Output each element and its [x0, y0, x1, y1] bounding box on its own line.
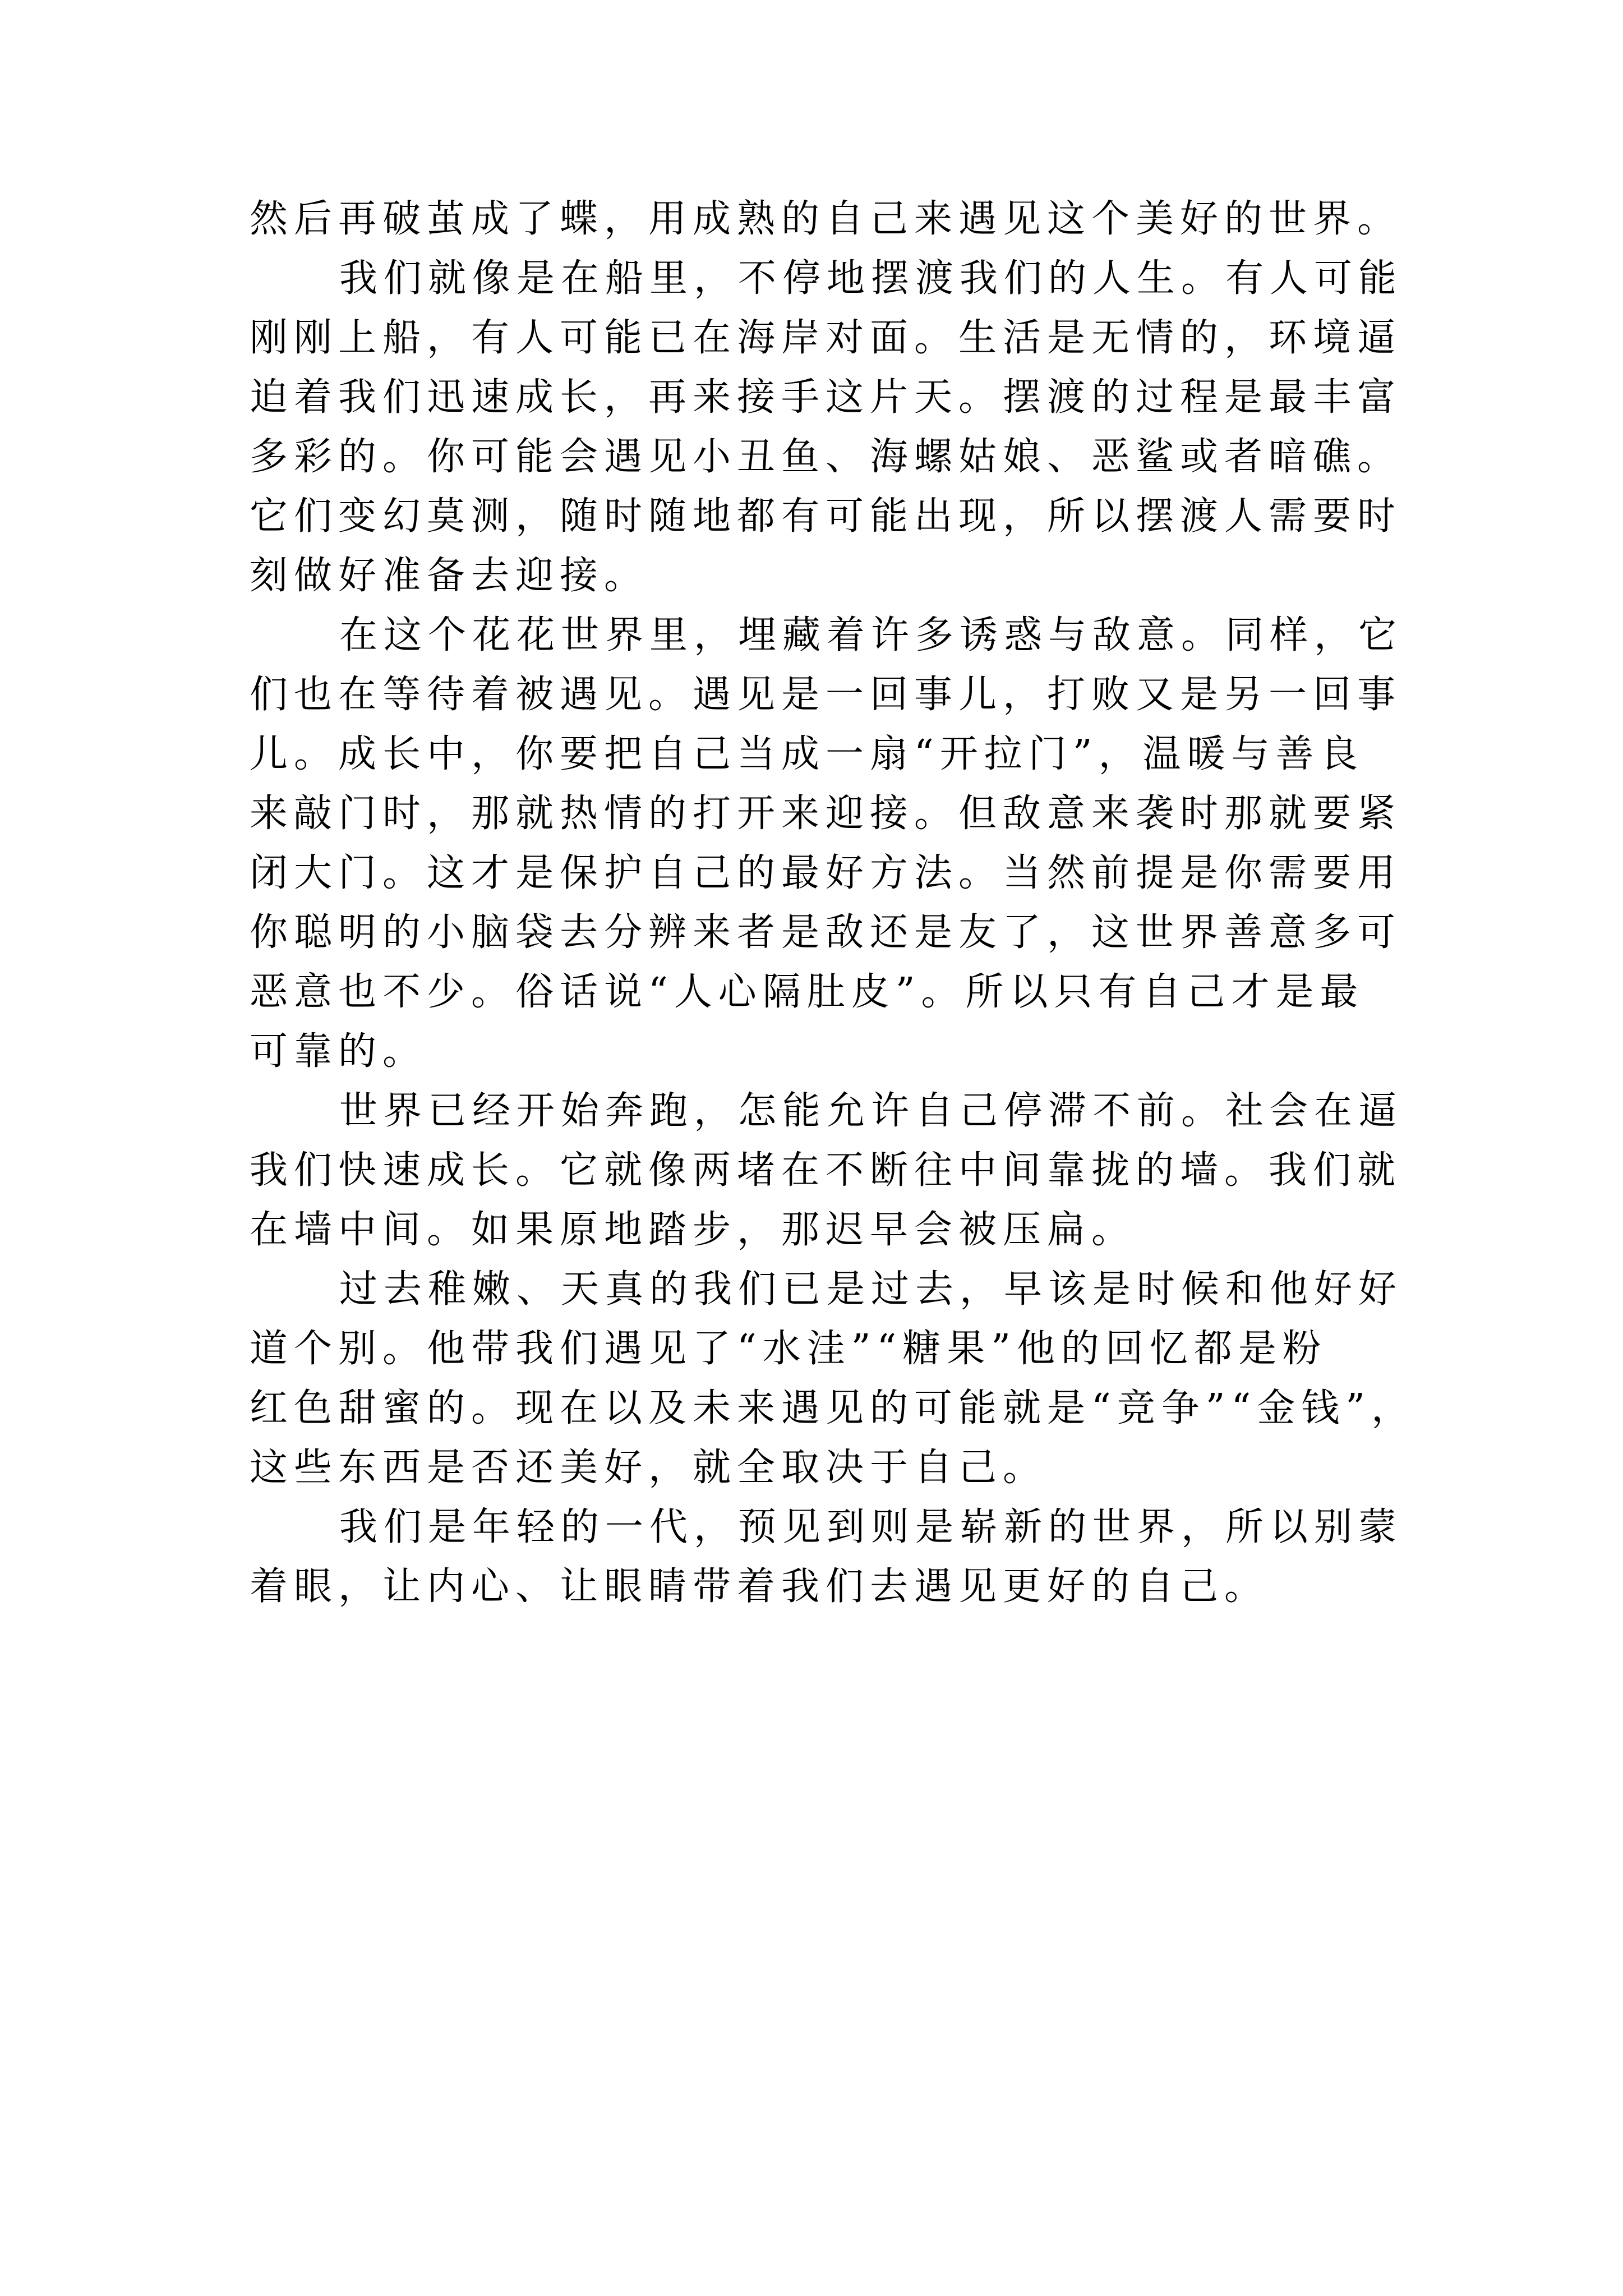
paragraph-first-line: 在这个花花世界里，埋藏着许多诱惑与敌意。同样，它 [339, 613, 1403, 657]
text-line: 闭大门。这才是保护自己的最好方法。当然前提是你需要用 [250, 851, 1402, 895]
text-line: 儿。成长中，你要把自己当成一扇“开拉门”，温暖与善良 [250, 732, 1364, 776]
text-line: 恶意也不少。俗话说“人心隔肚皮”。所以只有自己才是最 [250, 970, 1364, 1014]
text-line: 我们快速成长。它就像两堵在不断往中间靠拢的墙。我们就 [250, 1148, 1402, 1193]
text-line: 刚刚上船，有人可能已在海岸对面。生活是无情的，环境逼 [250, 316, 1402, 360]
text-line: 在墙中间。如果原地踏步，那迟早会被压扁。 [250, 1208, 1136, 1252]
text-line: 这些东西是否还美好，就全取决于自己。 [250, 1446, 1048, 1490]
text-line: 们也在等待着被遇见。遇见是一回事儿，打败又是另一回事 [250, 673, 1402, 717]
paragraph-first-line: 世界已经开始奔跑，怎能允许自己停滞不前。社会在逼 [339, 1089, 1403, 1133]
paragraph-first-line: 我们是年轻的一代，预见到则是崭新的世界，所以别蒙 [339, 1505, 1403, 1549]
text-line: 它们变幻莫测，随时随地都有可能出现，所以摆渡人需要时 [250, 494, 1402, 539]
text-line: 刻做好准备去迎接。 [250, 554, 649, 598]
paragraph-first-line: 过去稚嫩、天真的我们已是过去，早该是时候和他好好 [339, 1267, 1403, 1312]
text-line: 然后再破茧成了蝶，用成熟的自己来遇见这个美好的世界。 [250, 197, 1402, 241]
text-line: 多彩的。你可能会遇见小丑鱼、海螺姑娘、恶鲨或者暗礁。 [250, 435, 1402, 479]
text-line: 着眼，让内心、让眼睛带着我们去遇见更好的自己。 [250, 1565, 1269, 1609]
paragraph-first-line: 我们就像是在船里，不停地摆渡我们的人生。有人可能 [339, 256, 1403, 301]
text-line: 可靠的。 [250, 1029, 427, 1074]
text-line: 迫着我们迅速成长，再来接手这片天。摆渡的过程是最丰富 [250, 375, 1402, 420]
essay-body [250, 190, 1450, 1617]
text-line: 你聪明的小脑袋去分辨来者是敌还是友了，这世界善意多可 [250, 910, 1402, 955]
text-line: 来敲门时，那就热情的打开来迎接。但敌意来袭时那就要紧 [250, 792, 1402, 836]
text-line: 道个别。他带我们遇见了“水洼”“糖果”他的回忆都是粉 [250, 1327, 1327, 1371]
text-line: 红色甜蜜的。现在以及未来遇见的可能就是“竞争”“金钱”， [250, 1386, 1416, 1430]
